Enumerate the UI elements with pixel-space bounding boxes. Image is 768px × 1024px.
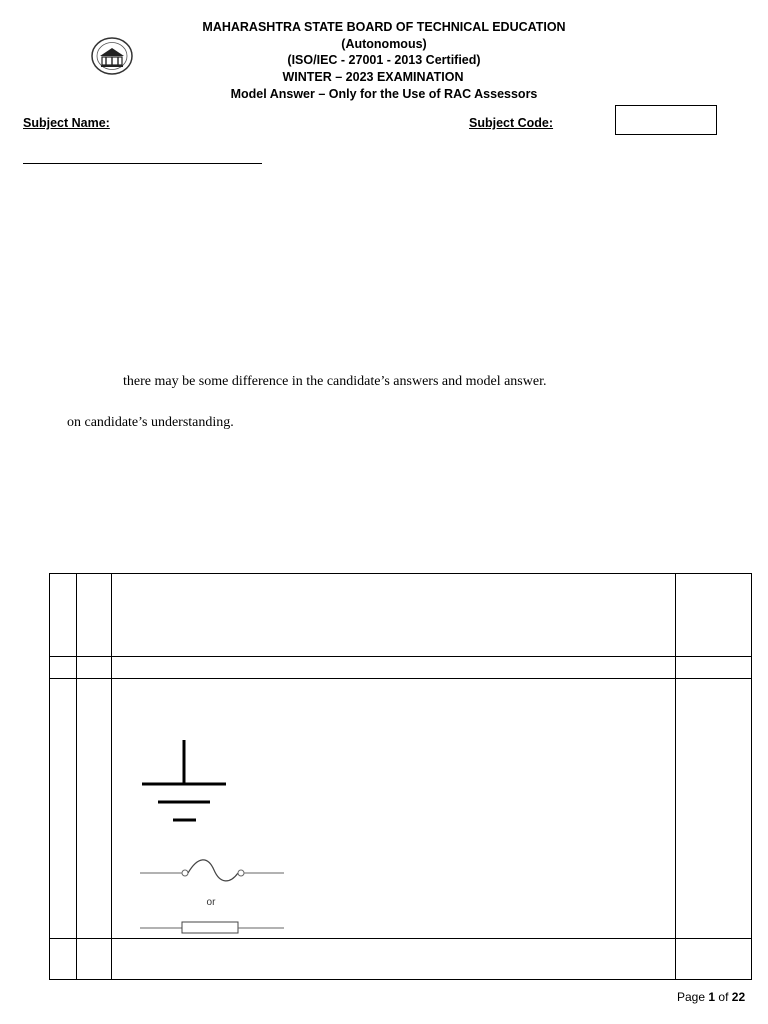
table-col-divider-1 <box>76 574 77 979</box>
table-row-divider-2 <box>50 678 751 679</box>
of-word: of <box>718 990 729 1004</box>
note-line-1: there may be some difference in the candidate’s answers and model answer. <box>123 374 547 389</box>
page-footer <box>677 990 745 1004</box>
autonomous-label: (Autonomous) <box>341 37 427 51</box>
table-row-divider-3 <box>50 938 751 939</box>
table-col-divider-2 <box>111 574 112 979</box>
certification-label: (ISO/IEC - 27001 - 2013 Certified) <box>287 53 481 67</box>
note-line-2: on candidate’s understanding. <box>67 415 234 430</box>
subject-code-label: Subject Code: <box>469 116 554 130</box>
exam-title: WINTER – 2023 EXAMINATION <box>282 70 464 84</box>
page-total: 22 <box>731 990 746 1004</box>
divider-rule <box>23 163 262 164</box>
fuse-symbol <box>138 858 286 938</box>
earth-ground-symbol <box>138 738 232 826</box>
page-word: Page <box>677 990 706 1004</box>
fuse-or-label: or <box>206 897 216 908</box>
board-title: MAHARASHTRA STATE BOARD OF TECHNICAL EDUCATION <box>202 20 566 34</box>
table-row-divider-1 <box>50 656 751 657</box>
subject-code-box <box>615 105 717 135</box>
model-answer-label: Model Answer – Only for the Use of RAC Assessors <box>230 87 538 101</box>
table-col-divider-3 <box>675 574 676 979</box>
subject-name-label: Subject Name: <box>23 116 110 130</box>
page-number: 1 <box>708 990 716 1004</box>
